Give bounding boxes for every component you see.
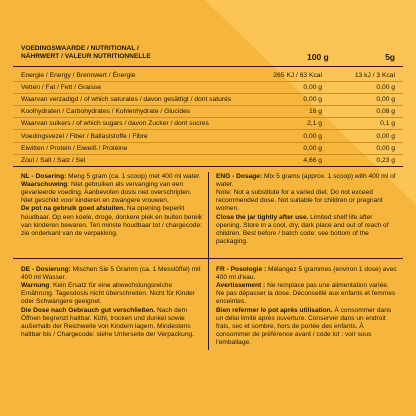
nl-dosage-label: NL - Dosering: bbox=[21, 172, 67, 180]
vertical-divider bbox=[208, 172, 209, 350]
nutrient-name: Koolhydraten / Carbohydrates / Kohlenhydrate / Glucides bbox=[13, 106, 252, 118]
nutrition-row bbox=[13, 82, 403, 94]
value-per-100g: 0,00 g bbox=[252, 82, 322, 94]
nutrition-header bbox=[13, 40, 403, 67]
dutch-info-block bbox=[21, 173, 203, 238]
horizontal-divider bbox=[13, 258, 403, 259]
nutrient-name: Voedingsvezel / Fiber / Ballaststoffe / Fibre bbox=[13, 130, 252, 142]
value-per-5g: 0,23 g bbox=[322, 154, 403, 166]
nutrition-row bbox=[13, 94, 403, 106]
value-per-100g: 0,00 g bbox=[252, 130, 322, 142]
french-info-block bbox=[216, 266, 398, 348]
nutrition-row bbox=[13, 70, 403, 82]
de-warning-label: Warnung bbox=[21, 282, 50, 290]
eng-storage-label: Close the jar tightly after use. bbox=[216, 213, 309, 221]
value-per-100g: 0,00 g bbox=[252, 142, 322, 154]
nutrition-row bbox=[13, 154, 403, 166]
value-per-5g: 0,1 g bbox=[322, 118, 403, 130]
column-5g: 5g bbox=[385, 52, 395, 62]
nl-storage-text: Na opening beperkt houdbaar. Op een koele, droge, donkere plek en buiten bereik van kinderen bewaren. Ten minste houdbaar tot / chargecode: zie onderkant van de verpakking. bbox=[21, 205, 203, 237]
de-warning-text: : Kein Ersatz für eine abwechslungsreiche Ernährung. Tagesdosis nicht überschreiten. Nicht für Kinder oder Schwangere geeignet. bbox=[21, 282, 195, 306]
column-100g: 100 g bbox=[307, 52, 329, 62]
de-dosage-label: DE - Dosierung: bbox=[21, 265, 71, 273]
value-per-5g: 0,00 g bbox=[322, 142, 403, 154]
fr-dosage-label: FR - Posologie : bbox=[216, 265, 267, 273]
nutrition-title-line2: NÄHRWERT / VALEUR NUTRITIONNELLE bbox=[21, 53, 151, 60]
eng-warning-text: Note: Not a substitute for a varied diet. Do not exceed recommended dose. Not suitable for children or pregnant women. bbox=[216, 189, 383, 213]
nutrient-name: Waarvan suikers / of which sugars / davon Zucker / dont sucres bbox=[13, 118, 252, 130]
info-grid bbox=[13, 172, 403, 352]
fr-dosage-text: Mélangez 5 grammes (environ 1 dose) avec 400 ml d'eau. bbox=[216, 265, 397, 281]
label-content bbox=[13, 40, 403, 352]
de-storage-label: Die Dose nach Gebrauch gut verschließen. bbox=[21, 306, 156, 314]
nutrient-name: Eiwitten / Protein / Eiweiß / Protéine bbox=[13, 142, 252, 154]
nutrition-title-line1: VOEDINGSWAARDE / NUTRITIONAL / bbox=[21, 45, 139, 52]
eng-storage-text: Limited shelf life after opening. Store in a cool, dry, dark place and out of reach of children. Best before / batch code: see bottom of the packaging. bbox=[216, 213, 389, 245]
fr-storage-label: Bien refermer le pot après utilisation. bbox=[216, 306, 333, 314]
nutrient-name: Vetten / Fat / Fett / Graisse bbox=[13, 82, 252, 94]
nutrition-row bbox=[13, 142, 403, 154]
value-per-100g: 16 g bbox=[252, 106, 322, 118]
fr-storage-text: À consommer dans un délai limité après ouverture. Conserver dans un endroit frais, sec et sombre, hors de portée des enfants. À consommer de préférence avant / code lot : voir sous l'emballage. bbox=[216, 306, 392, 347]
eng-dosage-label: ENG - Dosage: bbox=[216, 172, 263, 180]
english-info-block bbox=[216, 173, 398, 246]
nutrient-name: Energie / Energy / Brennwert / Énergie bbox=[13, 70, 252, 82]
fr-warning-label: Avertissement : bbox=[216, 282, 266, 290]
nutrition-table bbox=[13, 70, 403, 167]
nutrition-row bbox=[13, 118, 403, 130]
nl-dosage-text: Meng 5 gram (ca. 1 scoop) met 400 ml water. bbox=[66, 172, 201, 180]
nl-storage-label: De pot na gebruik goed afsluiten. bbox=[21, 205, 126, 213]
nl-warning-label: Waarschuwing bbox=[21, 180, 68, 188]
nl-warning-text: : Niet gebruiken als vervanging van een gevarieerde voeding. Aanbevolen dosis niet overschrijden. Niet geschikt voor kinderen en zwangere vrouwen. bbox=[21, 180, 192, 205]
value-per-5g: 0,00 g bbox=[322, 82, 403, 94]
de-storage-text: Nach dem Öffnen begrenzt haltbar. Kühl, trocken und dunkel sowie außerhalb der Reichweite von Kindern lagern. Mindestens haltbar bis / Chargecode: siehe Unterseite der Verpackung. bbox=[21, 306, 195, 338]
nutrition-row bbox=[13, 130, 403, 142]
fr-warning-text: Ne remplace pas une alimentation variée. Ne pas dépasser la dose. Déconseillé aux enfants et femmes enceintes. bbox=[216, 282, 396, 306]
eng-dosage-text: Mix 5 grams (approx. 1 scoop) with 400 ml of water. bbox=[216, 172, 396, 188]
value-per-100g: 265 KJ / 63 Kcal bbox=[252, 70, 322, 82]
value-per-5g: 0,08 g bbox=[322, 106, 403, 118]
value-per-100g: 0,00 g bbox=[252, 94, 322, 106]
nutrient-name: Waarvan verzadigd / of which saturates / davon gesättigt / dont saturés bbox=[13, 94, 252, 106]
value-per-100g: 2,1 g bbox=[252, 118, 322, 130]
value-per-100g: 4,66 g bbox=[252, 154, 322, 166]
de-dosage-text: Mischen Sie 5 Gramm (ca. 1 Messlöffel) mit 400 ml Wasser. bbox=[21, 265, 201, 281]
german-info-block bbox=[21, 266, 203, 339]
nutrient-name: Zout / Salt / Salz / Sel bbox=[13, 154, 252, 166]
value-per-5g: 13 kJ / 3 Kcal bbox=[322, 70, 403, 82]
nutrition-row bbox=[13, 106, 403, 118]
value-per-5g: 0,00 g bbox=[322, 94, 403, 106]
value-per-5g: 0,00 g bbox=[322, 130, 403, 142]
